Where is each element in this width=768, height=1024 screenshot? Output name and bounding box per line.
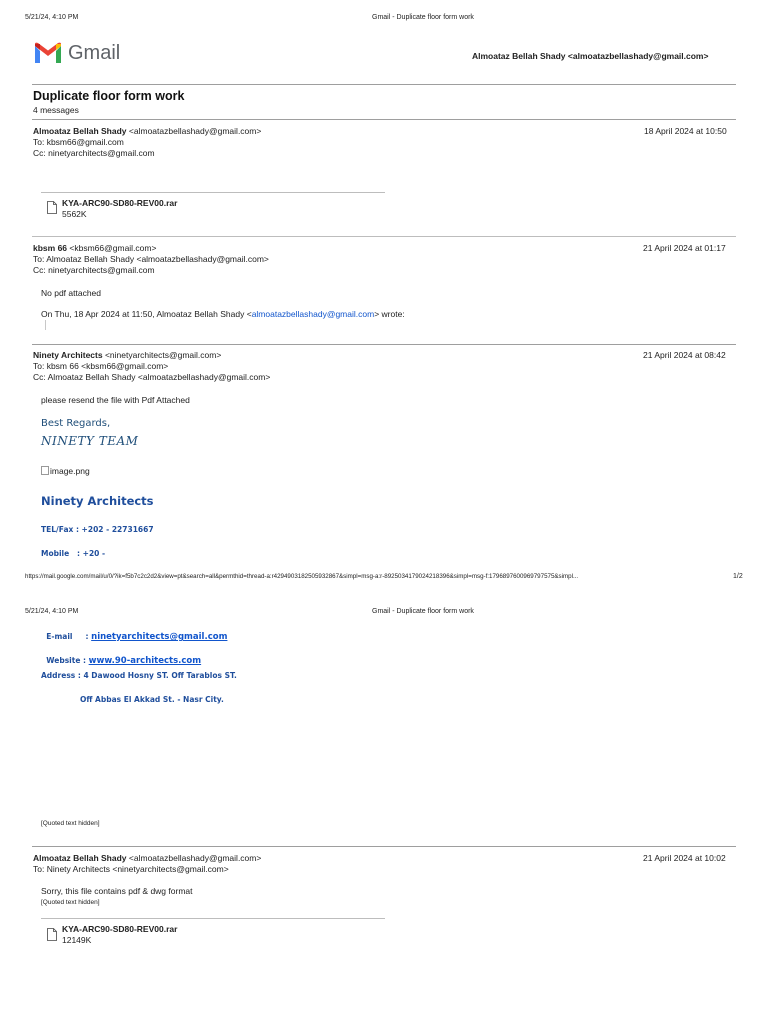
- message-divider: [32, 846, 736, 847]
- message-3-from: [33, 350, 221, 360]
- sender-name: Ninety Architects: [33, 350, 103, 360]
- sender-name: kbsm 66: [33, 243, 68, 253]
- sender-email: <almoatazbellashady@gmail.com>: [128, 853, 262, 863]
- message-to: To: kbsm66@gmail.com: [33, 137, 124, 147]
- thread-subject: Duplicate floor form work: [33, 89, 185, 103]
- signature-mobile: Mobile : +20 -: [41, 549, 106, 558]
- attachment-divider: [41, 192, 385, 193]
- quote-attribution: [41, 309, 405, 319]
- subject-divider: [32, 119, 736, 120]
- signature-tel: TEL/Fax : +202 - 22731667: [41, 525, 154, 534]
- page-number: 1/2: [733, 573, 743, 580]
- message-body: No pdf attached: [41, 288, 102, 298]
- message-count: 4 messages: [33, 105, 79, 115]
- file-icon: [47, 928, 57, 941]
- broken-image-icon: [41, 466, 49, 475]
- signature-team: NINETY TEAM: [41, 434, 139, 448]
- gmail-logo-text: Gmail: [68, 42, 121, 64]
- message-to: To: kbsm 66 <kbsm66@gmail.com>: [33, 361, 169, 371]
- attachment-size: 5562K: [62, 209, 87, 219]
- signature-address-1: Address : 4 Dawood Hosny ST. Off Tarablos ST.: [41, 671, 237, 680]
- message-date: 18 April 2024 at 10:50: [644, 126, 727, 136]
- quoted-text-hidden[interactable]: [Quoted text hidden]: [41, 899, 100, 906]
- signature-image: [41, 466, 90, 476]
- message-body: please resend the file with Pdf Attached: [41, 395, 190, 405]
- quote-prefix: On Thu, 18 Apr 2024 at 11:50, Almoataz Bellah Shady <: [41, 309, 252, 319]
- quote-email-link[interactable]: almoatazbellashady@gmail.com: [251, 309, 375, 319]
- header-divider: [32, 84, 736, 85]
- message-4-from: [33, 853, 261, 863]
- sender-email: <ninetyarchitects@gmail.com>: [104, 350, 222, 360]
- quoted-text-hidden[interactable]: [Quoted text hidden]: [41, 820, 100, 827]
- message-date: 21 April 2024 at 10:02: [643, 853, 726, 863]
- message-divider: [32, 344, 736, 345]
- message-date: 21 April 2024 at 08:42: [643, 350, 726, 360]
- signature-website-link[interactable]: www.90-architects.com: [88, 656, 202, 666]
- signature-address-2: Off Abbas El Akkad St. - Nasr City.: [80, 695, 224, 704]
- signature-website: [41, 647, 201, 666]
- sender-name: Almoataz Bellah Shady: [33, 853, 127, 863]
- print-title: Gmail - Duplicate floor form work: [372, 14, 474, 21]
- message-1-from: [33, 126, 261, 136]
- quote-bar: [45, 320, 46, 330]
- attachment-name[interactable]: KYA-ARC90-SD80-REV00.rar: [62, 924, 178, 934]
- attachment-name[interactable]: KYA-ARC90-SD80-REV00.rar: [62, 198, 178, 208]
- website-label: Website :: [46, 656, 89, 665]
- print-url: https://mail.google.com/mail/u/0/?ik=f5b7c2c2d2&view=pt&search=all&permthid=thread-a:r4294903182505932867&simpl=msg-a:r-8925034179024218396&simpl=msg-f:1796897600969797575&simpl...: [25, 573, 579, 580]
- image-alt-text: image.png: [50, 466, 90, 476]
- sender-name: Almoataz Bellah Shady: [33, 126, 127, 136]
- sender-email: <almoatazbellashady@gmail.com>: [128, 126, 262, 136]
- message-date: 21 April 2024 at 01:17: [643, 243, 726, 253]
- attachment-size: 12149K: [62, 935, 92, 945]
- signature-regards: Best Regards,: [41, 418, 111, 429]
- signature-email: [41, 623, 227, 642]
- gmail-logo-icon: [33, 42, 63, 65]
- message-cc: Cc: Almoataz Bellah Shady <almoatazbellashady@gmail.com>: [33, 372, 271, 382]
- sender-email: <kbsm66@gmail.com>: [69, 243, 157, 253]
- attachment-divider: [41, 918, 385, 919]
- message-to: To: Almoataz Bellah Shady <almoatazbellashady@gmail.com>: [33, 254, 269, 264]
- message-cc: Cc: ninetyarchitects@gmail.com: [33, 148, 155, 158]
- print-timestamp: 5/21/24, 4:10 PM: [25, 14, 79, 21]
- message-to: To: Ninety Architects <ninetyarchitects@gmail.com>: [33, 864, 229, 874]
- message-divider: [32, 236, 736, 237]
- account-label: Almoataz Bellah Shady <almoatazbellashady@gmail.com>: [472, 51, 709, 61]
- signature-company: Ninety Architects: [41, 494, 154, 508]
- print-title: Gmail - Duplicate floor form work: [372, 608, 474, 615]
- message-cc: Cc: ninetyarchitects@gmail.com: [33, 265, 155, 275]
- quote-suffix: > wrote:: [374, 309, 405, 319]
- print-timestamp: 5/21/24, 4:10 PM: [25, 608, 79, 615]
- email-label: E-mail :: [46, 632, 92, 641]
- message-2-from: [33, 243, 156, 253]
- signature-email-link[interactable]: ninetyarchitects@gmail.com: [91, 632, 228, 642]
- message-body: Sorry, this file contains pdf & dwg format: [41, 886, 193, 896]
- file-icon: [47, 201, 57, 214]
